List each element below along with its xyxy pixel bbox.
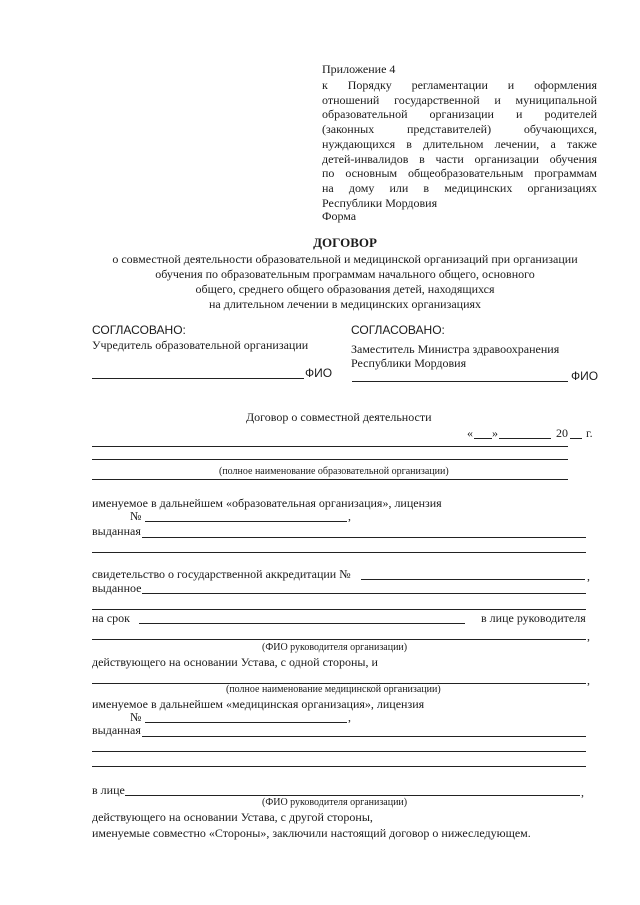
accreditation-issued-label: выданное — [92, 581, 142, 595]
date-year-prefix: 20 — [556, 426, 568, 440]
edu-org-name-field[interactable] — [92, 459, 568, 460]
date-day-field[interactable] — [474, 438, 492, 439]
edu-issued-field[interactable] — [92, 552, 586, 553]
edu-issued-label: выданная — [92, 524, 141, 538]
med-issued-field[interactable] — [92, 766, 586, 767]
appendix-line: Республики Мордовия — [322, 195, 438, 210]
approval-right-signature-line[interactable] — [352, 381, 568, 382]
date-year-suffix: г. — [586, 426, 593, 440]
in-person-head-label: в лице руководителя — [481, 611, 586, 625]
date-year-field[interactable] — [570, 438, 582, 439]
appendix-line: по основным общеобразовательным программам — [322, 166, 597, 181]
approval-right-label: СОГЛАСОВАНО: — [351, 323, 445, 337]
appendix-text — [322, 78, 597, 210]
approval-left-signature-line[interactable] — [92, 378, 304, 379]
date-close-quote: » — [492, 426, 498, 440]
accreditation-label: свидетельство о государственной аккредитации № — [92, 567, 351, 581]
contract-subtitle-line: о совместной деятельности образовательной и медицинской организаций при организации — [112, 252, 578, 266]
med-head-fio-hint: (ФИО руководителя организации) — [262, 797, 408, 808]
edu-named-text: именуемое в дальнейшем «образовательная организация», лицензия — [92, 496, 442, 510]
head-fio-hint: (ФИО руководителя организации) — [262, 642, 408, 653]
comma: , — [587, 569, 590, 583]
med-head-fio-field[interactable] — [125, 795, 580, 796]
med-issued-field[interactable] — [142, 736, 586, 737]
accreditation-issued-field[interactable] — [142, 593, 586, 594]
comma: , — [587, 629, 590, 643]
date-open-quote: « — [467, 426, 473, 440]
appendix-line: (законных представителей) обучающихся, — [322, 122, 597, 137]
form-label: Форма — [322, 209, 357, 223]
edu-issued-field[interactable] — [142, 537, 586, 538]
contract-subtitle-line: общего, среднего общего образования детей, находящихся — [195, 282, 495, 296]
edu-org-name-field[interactable] — [92, 446, 568, 447]
appendix-line: образовательной организации и родителей — [322, 107, 597, 122]
med-license-number-sign: № — [130, 710, 142, 724]
comma: , — [348, 710, 351, 724]
appendix-line: к Порядку регламентации и оформления — [322, 78, 597, 92]
med-license-number-field[interactable] — [145, 722, 347, 723]
approval-right-role-line: Заместитель Министра здравоохранения — [351, 342, 560, 356]
edu-org-name-hint: (полное наименование образовательной организации) — [219, 466, 449, 477]
med-issued-label: выданная — [92, 723, 141, 737]
appendix-line: нуждающихся в длительном лечении, а также — [322, 136, 597, 151]
accreditation-number-field[interactable] — [361, 579, 585, 580]
med-issued-field[interactable] — [92, 751, 586, 752]
comma: , — [587, 673, 590, 687]
head-fio-field[interactable] — [92, 639, 586, 640]
contract-caption: Договор о совместной деятельности — [246, 410, 432, 424]
approval-right-fio: ФИО — [571, 369, 599, 383]
acting-one-side-text: действующего на основании Устава, с одной стороны, и — [92, 655, 378, 669]
approval-left-label: СОГЛАСОВАНО: — [92, 323, 186, 337]
in-person-label: в лице — [92, 783, 125, 797]
comma: , — [581, 785, 584, 799]
approval-left-role: Учредитель образовательной организации — [92, 338, 309, 352]
appendix-line: на дому или в медицинских организациях — [322, 180, 597, 195]
appendix-line: отношений государственной и муниципальной — [322, 92, 597, 107]
accreditation-issued-field[interactable] — [92, 609, 586, 610]
conclusion-text: именуемые совместно «Стороны», заключили настоящий договор о нижеследующем. — [92, 826, 531, 840]
contract-title: ДОГОВОР — [313, 235, 377, 250]
approval-left-fio: ФИО — [305, 366, 333, 380]
edu-license-number-sign: № — [130, 509, 142, 523]
med-org-name-hint: (полное наименование медицинской организации) — [226, 684, 441, 695]
divider — [92, 479, 568, 480]
med-named-text: именуемое в дальнейшем «медицинская организация», лицензия — [92, 697, 425, 711]
contract-subtitle-line: обучения по образовательным программам начального общего, основного — [155, 267, 535, 281]
edu-license-number-field[interactable] — [145, 521, 347, 522]
comma: , — [348, 509, 351, 523]
contract-subtitle-line: на длительном лечении в медицинских организациях — [208, 297, 482, 311]
appendix-line: детей-инвалидов в части организации обучения — [322, 151, 597, 166]
approval-right-role-line: Республики Мордовия — [351, 356, 467, 370]
appendix-title: Приложение 4 — [322, 62, 396, 76]
term-label: на срок — [92, 611, 130, 625]
term-field[interactable] — [139, 623, 465, 624]
acting-other-side-text: действующего на основании Устава, с другой стороны, — [92, 810, 373, 824]
date-month-field[interactable] — [499, 438, 551, 439]
